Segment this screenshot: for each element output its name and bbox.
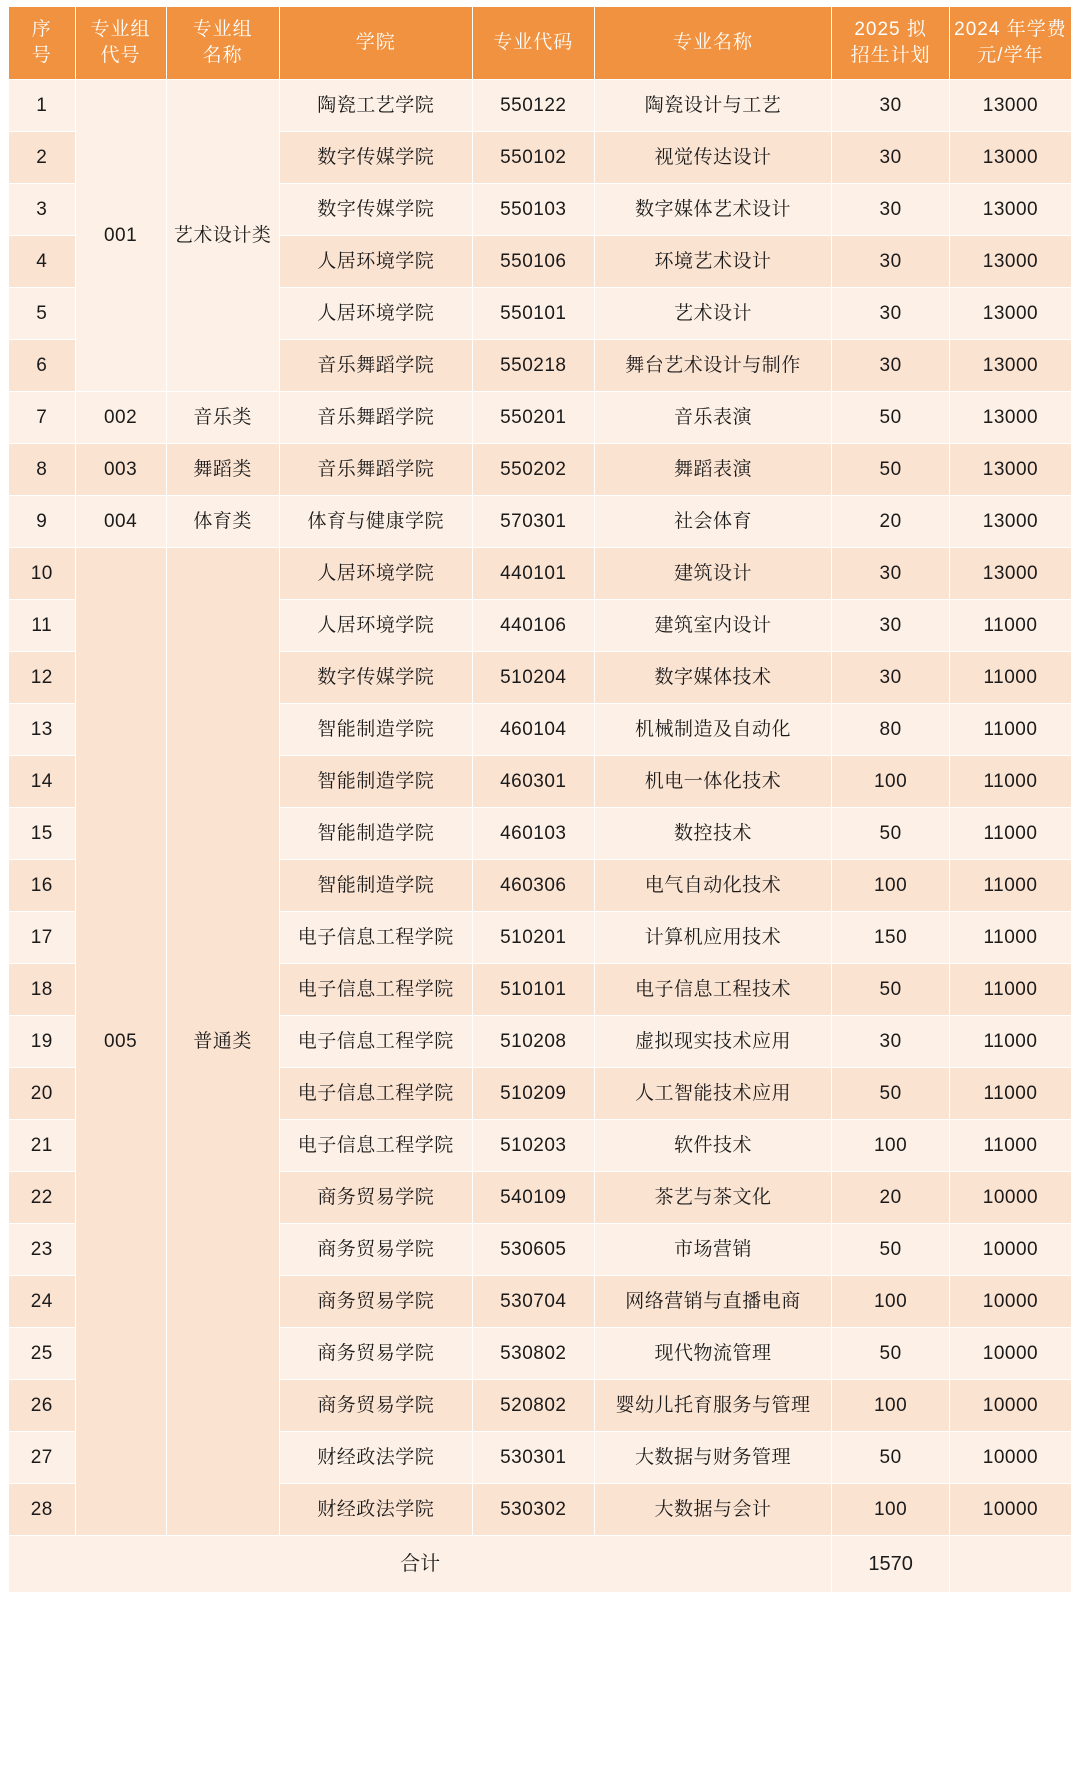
cell-seq: 15 <box>9 808 76 860</box>
cell-college: 音乐舞蹈学院 <box>279 392 472 444</box>
cell-plan: 50 <box>832 808 950 860</box>
cell-group-code: 001 <box>75 80 166 392</box>
cell-major-code: 520802 <box>472 1380 594 1432</box>
cell-seq: 7 <box>9 392 76 444</box>
cell-major-code: 440106 <box>472 600 594 652</box>
cell-major-code: 550202 <box>472 444 594 496</box>
cell-fee: 11000 <box>949 1120 1071 1172</box>
cell-plan: 100 <box>832 860 950 912</box>
cell-major-code: 510201 <box>472 912 594 964</box>
cell-fee: 13000 <box>949 80 1071 132</box>
cell-major-name: 茶艺与茶文化 <box>594 1172 831 1224</box>
cell-major-code: 550101 <box>472 288 594 340</box>
cell-college: 数字传媒学院 <box>279 184 472 236</box>
table-row <box>9 496 1072 548</box>
cell-major-name: 舞台艺术设计与制作 <box>594 340 831 392</box>
cell-plan: 30 <box>832 184 950 236</box>
cell-seq: 13 <box>9 704 76 756</box>
cell-fee: 13000 <box>949 444 1071 496</box>
cell-major-code: 460103 <box>472 808 594 860</box>
cell-major-name: 计算机应用技术 <box>594 912 831 964</box>
header-row <box>9 7 1072 80</box>
cell-major-code: 530704 <box>472 1276 594 1328</box>
cell-fee: 10000 <box>949 1484 1071 1536</box>
cell-fee: 10000 <box>949 1380 1071 1432</box>
cell-plan: 30 <box>832 288 950 340</box>
cell-plan: 100 <box>832 1276 950 1328</box>
cell-college: 商务贸易学院 <box>279 1172 472 1224</box>
cell-fee: 11000 <box>949 860 1071 912</box>
cell-fee: 11000 <box>949 912 1071 964</box>
cell-seq: 3 <box>9 184 76 236</box>
cell-fee: 10000 <box>949 1328 1071 1380</box>
header-cell-fee: 2024 年学费 元/学年 <box>949 7 1071 80</box>
cell-group-name: 舞蹈类 <box>166 444 279 496</box>
cell-group-name: 体育类 <box>166 496 279 548</box>
cell-major-name: 视觉传达设计 <box>594 132 831 184</box>
cell-seq: 23 <box>9 1224 76 1276</box>
cell-group-code: 004 <box>75 496 166 548</box>
cell-plan: 80 <box>832 704 950 756</box>
table-body <box>9 80 1072 1536</box>
cell-plan: 100 <box>832 1380 950 1432</box>
cell-plan: 50 <box>832 1432 950 1484</box>
cell-seq: 12 <box>9 652 76 704</box>
cell-major-code: 530302 <box>472 1484 594 1536</box>
cell-fee: 13000 <box>949 548 1071 600</box>
cell-seq: 18 <box>9 964 76 1016</box>
cell-fee: 10000 <box>949 1172 1071 1224</box>
cell-college: 数字传媒学院 <box>279 652 472 704</box>
footer-label: 合计 <box>9 1536 832 1593</box>
cell-fee: 13000 <box>949 132 1071 184</box>
cell-seq: 6 <box>9 340 76 392</box>
table-header <box>9 7 1072 80</box>
footer-total-plan: 1570 <box>832 1536 950 1593</box>
cell-group-code: 003 <box>75 444 166 496</box>
cell-fee: 13000 <box>949 340 1071 392</box>
cell-college: 电子信息工程学院 <box>279 1016 472 1068</box>
cell-seq: 20 <box>9 1068 76 1120</box>
cell-major-name: 大数据与会计 <box>594 1484 831 1536</box>
footer-row <box>9 1536 1072 1593</box>
header-cell-plan: 2025 拟 招生计划 <box>832 7 950 80</box>
cell-plan: 100 <box>832 1120 950 1172</box>
cell-plan: 30 <box>832 1016 950 1068</box>
cell-college: 商务贸易学院 <box>279 1276 472 1328</box>
cell-plan: 50 <box>832 444 950 496</box>
cell-college: 体育与健康学院 <box>279 496 472 548</box>
cell-college: 音乐舞蹈学院 <box>279 340 472 392</box>
cell-group-name: 艺术设计类 <box>166 80 279 392</box>
cell-fee: 13000 <box>949 392 1071 444</box>
cell-seq: 27 <box>9 1432 76 1484</box>
cell-seq: 24 <box>9 1276 76 1328</box>
cell-fee: 11000 <box>949 600 1071 652</box>
cell-plan: 150 <box>832 912 950 964</box>
cell-plan: 50 <box>832 1328 950 1380</box>
table-row <box>9 80 1072 132</box>
cell-major-name: 市场营销 <box>594 1224 831 1276</box>
cell-plan: 30 <box>832 236 950 288</box>
header-cell-group-code: 专业组 代号 <box>75 7 166 80</box>
cell-major-name: 现代物流管理 <box>594 1328 831 1380</box>
cell-major-code: 440101 <box>472 548 594 600</box>
cell-seq: 22 <box>9 1172 76 1224</box>
cell-major-code: 530605 <box>472 1224 594 1276</box>
cell-major-code: 510203 <box>472 1120 594 1172</box>
cell-major-name: 大数据与财务管理 <box>594 1432 831 1484</box>
cell-major-name: 婴幼儿托育服务与管理 <box>594 1380 831 1432</box>
cell-college: 人居环境学院 <box>279 236 472 288</box>
cell-major-name: 艺术设计 <box>594 288 831 340</box>
cell-major-code: 550201 <box>472 392 594 444</box>
cell-plan: 30 <box>832 340 950 392</box>
cell-fee: 10000 <box>949 1276 1071 1328</box>
cell-college: 商务贸易学院 <box>279 1328 472 1380</box>
cell-college: 人居环境学院 <box>279 288 472 340</box>
cell-seq: 16 <box>9 860 76 912</box>
cell-plan: 50 <box>832 1068 950 1120</box>
cell-major-name: 网络营销与直播电商 <box>594 1276 831 1328</box>
cell-plan: 50 <box>832 964 950 1016</box>
cell-major-code: 460306 <box>472 860 594 912</box>
cell-major-code: 550122 <box>472 80 594 132</box>
cell-major-code: 570301 <box>472 496 594 548</box>
cell-fee: 11000 <box>949 704 1071 756</box>
cell-major-code: 540109 <box>472 1172 594 1224</box>
cell-college: 智能制造学院 <box>279 704 472 756</box>
cell-major-code: 550103 <box>472 184 594 236</box>
cell-major-name: 数字媒体技术 <box>594 652 831 704</box>
cell-college: 智能制造学院 <box>279 860 472 912</box>
cell-college: 电子信息工程学院 <box>279 912 472 964</box>
cell-major-name: 人工智能技术应用 <box>594 1068 831 1120</box>
table-row <box>9 444 1072 496</box>
cell-college: 商务贸易学院 <box>279 1380 472 1432</box>
cell-major-name: 数控技术 <box>594 808 831 860</box>
cell-fee: 11000 <box>949 964 1071 1016</box>
cell-college: 财经政法学院 <box>279 1484 472 1536</box>
cell-seq: 26 <box>9 1380 76 1432</box>
cell-major-name: 社会体育 <box>594 496 831 548</box>
cell-fee: 11000 <box>949 1068 1071 1120</box>
cell-seq: 1 <box>9 80 76 132</box>
cell-plan: 50 <box>832 392 950 444</box>
cell-major-name: 建筑设计 <box>594 548 831 600</box>
cell-fee: 13000 <box>949 496 1071 548</box>
cell-college: 陶瓷工艺学院 <box>279 80 472 132</box>
cell-fee: 10000 <box>949 1224 1071 1276</box>
cell-major-name: 机电一体化技术 <box>594 756 831 808</box>
cell-plan: 100 <box>832 756 950 808</box>
table-row <box>9 548 1072 600</box>
cell-group-name: 音乐类 <box>166 392 279 444</box>
cell-plan: 30 <box>832 132 950 184</box>
cell-fee: 11000 <box>949 1016 1071 1068</box>
cell-major-name: 陶瓷设计与工艺 <box>594 80 831 132</box>
cell-plan: 20 <box>832 496 950 548</box>
cell-college: 商务贸易学院 <box>279 1224 472 1276</box>
cell-major-code: 510204 <box>472 652 594 704</box>
cell-seq: 19 <box>9 1016 76 1068</box>
cell-major-code: 510101 <box>472 964 594 1016</box>
cell-major-name: 电气自动化技术 <box>594 860 831 912</box>
cell-major-code: 460104 <box>472 704 594 756</box>
cell-fee: 13000 <box>949 288 1071 340</box>
cell-college: 智能制造学院 <box>279 808 472 860</box>
cell-plan: 30 <box>832 548 950 600</box>
cell-fee: 11000 <box>949 652 1071 704</box>
cell-seq: 11 <box>9 600 76 652</box>
cell-seq: 9 <box>9 496 76 548</box>
cell-major-code: 530301 <box>472 1432 594 1484</box>
cell-fee: 11000 <box>949 808 1071 860</box>
cell-major-code: 510208 <box>472 1016 594 1068</box>
header-cell-college: 学院 <box>279 7 472 80</box>
cell-plan: 30 <box>832 80 950 132</box>
cell-college: 电子信息工程学院 <box>279 1068 472 1120</box>
cell-plan: 50 <box>832 1224 950 1276</box>
cell-seq: 10 <box>9 548 76 600</box>
cell-major-name: 建筑室内设计 <box>594 600 831 652</box>
cell-college: 电子信息工程学院 <box>279 964 472 1016</box>
cell-college: 电子信息工程学院 <box>279 1120 472 1172</box>
cell-seq: 17 <box>9 912 76 964</box>
cell-college: 音乐舞蹈学院 <box>279 444 472 496</box>
cell-plan: 20 <box>832 1172 950 1224</box>
cell-seq: 21 <box>9 1120 76 1172</box>
footer-total-fee <box>949 1536 1071 1593</box>
cell-fee: 13000 <box>949 184 1071 236</box>
cell-seq: 14 <box>9 756 76 808</box>
cell-college: 人居环境学院 <box>279 548 472 600</box>
cell-college: 数字传媒学院 <box>279 132 472 184</box>
cell-fee: 10000 <box>949 1432 1071 1484</box>
cell-fee: 11000 <box>949 756 1071 808</box>
cell-major-name: 软件技术 <box>594 1120 831 1172</box>
cell-major-code: 550102 <box>472 132 594 184</box>
enrollment-plan-table <box>8 6 1072 1593</box>
cell-plan: 100 <box>832 1484 950 1536</box>
cell-fee: 13000 <box>949 236 1071 288</box>
cell-major-name: 电子信息工程技术 <box>594 964 831 1016</box>
cell-seq: 2 <box>9 132 76 184</box>
cell-major-name: 音乐表演 <box>594 392 831 444</box>
table-footer <box>9 1536 1072 1593</box>
cell-seq: 5 <box>9 288 76 340</box>
table-row <box>9 392 1072 444</box>
header-cell-group-name: 专业组 名称 <box>166 7 279 80</box>
cell-major-code: 530802 <box>472 1328 594 1380</box>
cell-major-code: 460301 <box>472 756 594 808</box>
cell-major-code: 550106 <box>472 236 594 288</box>
cell-major-name: 环境艺术设计 <box>594 236 831 288</box>
cell-major-code: 550218 <box>472 340 594 392</box>
cell-major-name: 虚拟现实技术应用 <box>594 1016 831 1068</box>
cell-major-code: 510209 <box>472 1068 594 1120</box>
cell-seq: 4 <box>9 236 76 288</box>
cell-college: 智能制造学院 <box>279 756 472 808</box>
cell-seq: 25 <box>9 1328 76 1380</box>
cell-group-code: 005 <box>75 548 166 1536</box>
header-cell-major-code: 专业代码 <box>472 7 594 80</box>
header-cell-major-name: 专业名称 <box>594 7 831 80</box>
cell-seq: 8 <box>9 444 76 496</box>
cell-plan: 30 <box>832 652 950 704</box>
cell-plan: 30 <box>832 600 950 652</box>
cell-major-name: 舞蹈表演 <box>594 444 831 496</box>
header-cell-seq: 序 号 <box>9 7 76 80</box>
cell-group-name: 普通类 <box>166 548 279 1536</box>
cell-seq: 28 <box>9 1484 76 1536</box>
cell-college: 人居环境学院 <box>279 600 472 652</box>
cell-college: 财经政法学院 <box>279 1432 472 1484</box>
cell-major-name: 机械制造及自动化 <box>594 704 831 756</box>
cell-group-code: 002 <box>75 392 166 444</box>
cell-major-name: 数字媒体艺术设计 <box>594 184 831 236</box>
